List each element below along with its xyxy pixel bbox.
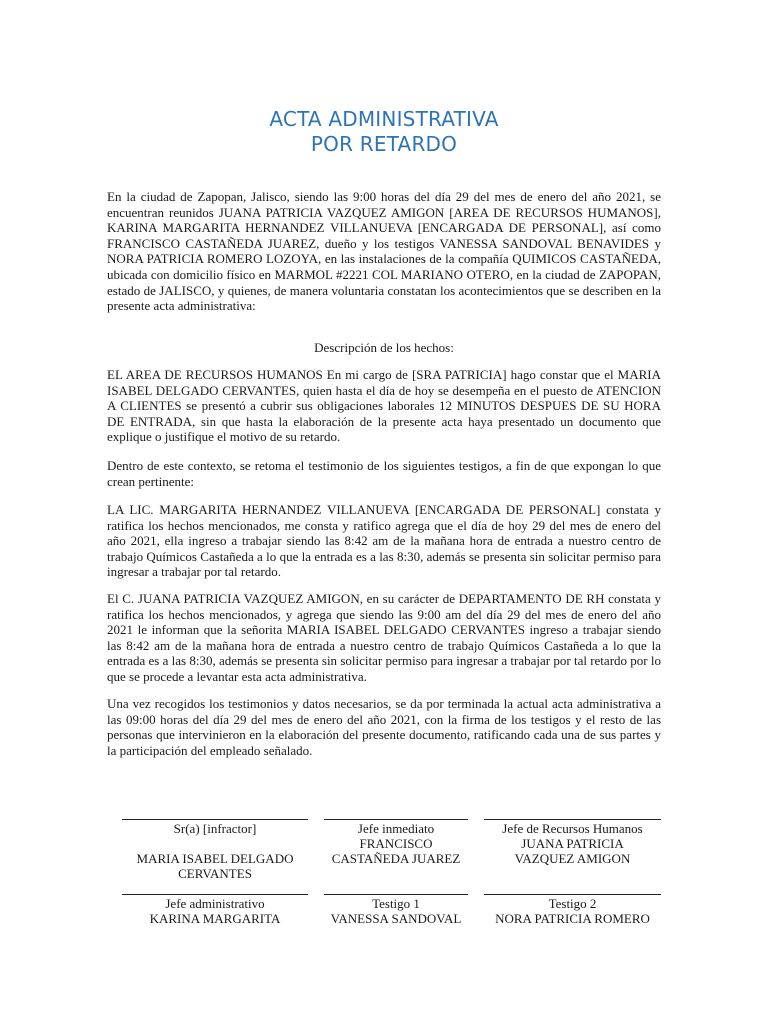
context-paragraph: Dentro de este contexto, se retoma el testimonio de los siguientes testigos, a fin de que expongan lo que crean pertinente:	[107, 458, 661, 489]
signature-role: Sr(a) [infractor]	[173, 821, 257, 836]
signature-role: Testigo 1	[372, 896, 420, 911]
signature-testigo-2	[484, 894, 661, 926]
signature-testigo-1	[324, 894, 468, 926]
signature-role: Testigo 2	[548, 896, 597, 911]
signature-name: FRANCISCO CASTAÑEDA JUAREZ	[331, 836, 461, 866]
signature-name: VANESSA SANDOVAL	[330, 911, 462, 926]
testimony-1-paragraph: LA LIC. MARGARITA HERNANDEZ VILLANUEVA [ENCARGADA DE PERSONAL] constata y ratifica los hechos mencionados, me consta y ratifico agrega que el día de hoy 29 del mes de enero del año 2021, ella ingreso a trabajar siendo las 8:42 am de la mañana hora de entrada a nuestro centro de trabajo Químicos Castañeda a lo que la entrada es a las 8:30, además se presenta sin solicitar permiso para ingresar a trabajar por tal retardo.	[107, 502, 661, 580]
signature-jefe-inmediato	[324, 819, 468, 866]
signature-infractor	[122, 819, 308, 881]
closing-paragraph: Una vez recogidos los testimonios y datos necesarios, se da por terminada la actual acta administrativa a las 09:00 horas del día 29 del mes de enero del año 2021, con la firma de los testigos y el resto de las personas que intervinieron en la elaboración del presente documento, ratificando cada una de sus partes y la participación del empleado señalado.	[107, 696, 661, 758]
document-title	[0, 107, 768, 157]
title-line-2: POR RETARDO	[310, 132, 458, 156]
signature-name: NORA PATRICIA ROMERO	[495, 911, 650, 926]
facts-paragraph: EL AREA DE RECURSOS HUMANOS En mi cargo de [SRA PATRICIA] hago constar que el MARIA ISABEL DELGADO CERVANTES, quien hasta el día de hoy se desempeña en el puesto de ATENCION A CLIENTES se presentó a cubrir sus obligaciones laborales 12 MINUTOS DESPUES DE SU HORA DE ENTRADA, sin que hasta la elaboración de la presente acta haya presentado un documento que explique o justifique el motivo de su retardo.	[107, 367, 661, 445]
intro-paragraph: En la ciudad de Zapopan, Jalisco, siendo las 9:00 horas del día 29 del mes de enero del año 2021, se encuentran reunidos JUANA PATRICIA VAZQUEZ AMIGON [AREA DE RECURSOS HUMANOS], KARINA MARGARITA HERNANDEZ VILLANUEVA [ENCARGADA DE PERSONAL], así como FRANCISCO CASTAÑEDA JUAREZ, dueño y los testigos VANESSA SANDOVAL BENAVIDES y NORA PATRICIA ROMERO LOZOYA, en las instalaciones de la compañía QUIMICOS CASTAÑEDA, ubicada con domicilio físico en MARMOL #2221 COL MARIANO OTERO, en la ciudad de ZAPOPAN, estado de JALISCO, y quienes, de manera voluntaria constatan los acontecimientos que se describen en la presente acta administrativa:	[107, 189, 661, 314]
signature-name: KARINA MARGARITA	[149, 911, 281, 926]
signature-role: Jefe inmediato	[357, 821, 435, 836]
section-heading: Descripción de los hechos:	[314, 340, 454, 355]
signature-jefe-administrativo	[122, 894, 308, 926]
title-line-1: ACTA ADMINISTRATIVA	[269, 107, 499, 131]
signature-jefe-rh	[484, 819, 661, 866]
testimony-2-paragraph: El C. JUANA PATRICIA VAZQUEZ AMIGON, en su carácter de DEPARTAMENTO DE RH constata y ratifica los hechos mencionados, y agrega que siendo las 9:00 am del día 29 del mes de enero del año 2021 le informan que la señorita MARIA ISABEL DELGADO CERVANTES ingreso a trabajar siendo las 8:42 am de la mañana hora de entrada a nuestro centro de trabajo Químicos Castañeda a lo que la entrada es a las 8:30, además se presenta sin solicitar permiso para ingresar a trabajar por tal retardo por lo que se procede a levantar esta acta administrativa.	[107, 591, 661, 684]
signature-role: Jefe de Recursos Humanos	[502, 821, 643, 836]
signature-role: Jefe administrativo	[165, 896, 265, 911]
signature-name: MARIA ISABEL DELGADO CERVANTES	[136, 851, 294, 881]
signature-name: JUANA PATRICIA VAZQUEZ AMIGON	[514, 836, 631, 866]
